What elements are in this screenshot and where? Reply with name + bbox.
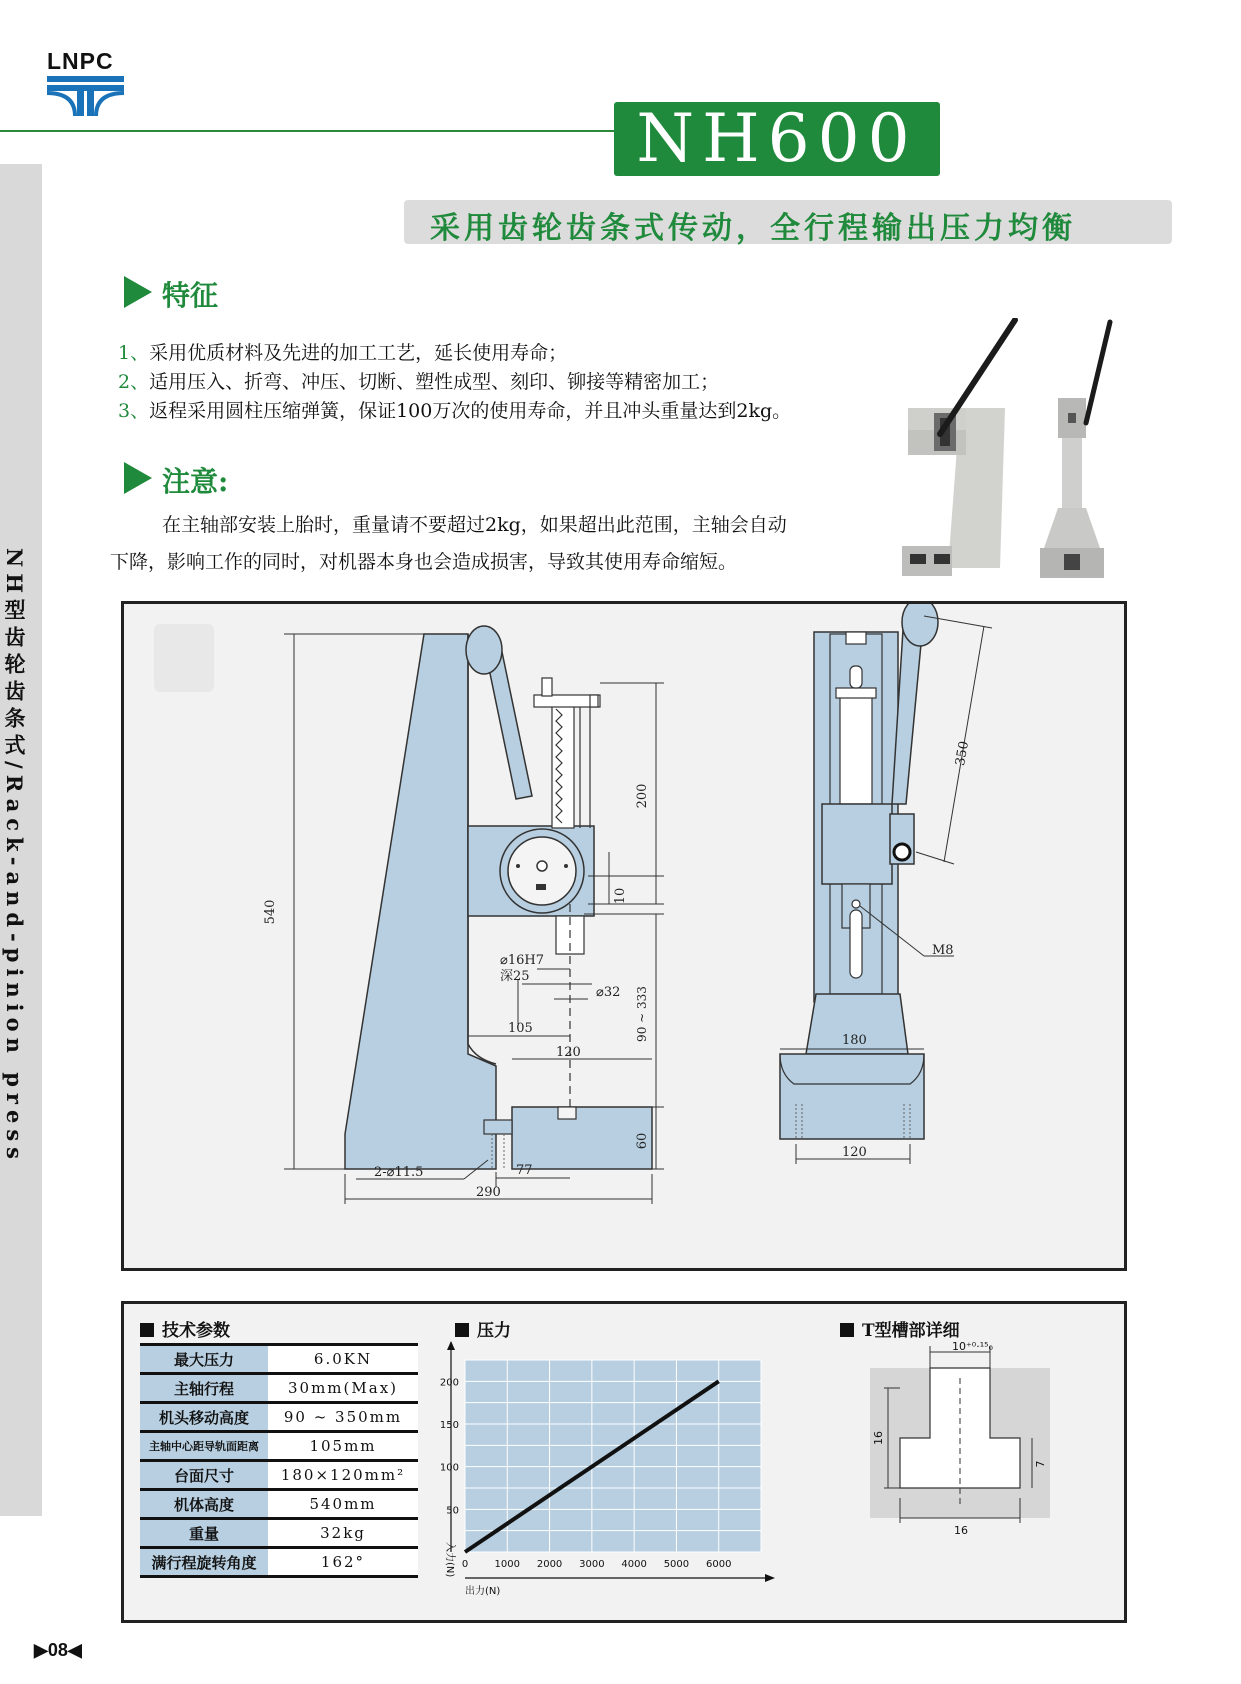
product-photo-front <box>1040 318 1140 584</box>
spec-table <box>140 1346 418 1578</box>
dim-77: 77 <box>516 1163 533 1178</box>
spec-key: 机头移动高度 <box>140 1403 268 1432</box>
spec-row <box>140 1548 418 1577</box>
dim-350: 350 <box>953 739 973 767</box>
features-arrow-icon <box>124 276 152 308</box>
dim-bore: ⌀16H7 <box>500 953 544 968</box>
spec-key: 机体高度 <box>140 1490 268 1519</box>
spec-key: 主轴中心距导轨面距离 <box>140 1432 268 1461</box>
dim-m8: M8 <box>932 943 954 958</box>
spec-row <box>140 1519 418 1548</box>
feature-item-3: 3、返程采用圆柱压缩弹簧，保证100万次的使用寿命，并且冲头重量达到2kg。 <box>118 400 792 422</box>
spec-key: 满行程旋转角度 <box>140 1548 268 1577</box>
x-tick-label: 5000 <box>663 1559 690 1570</box>
dim-120: 120 <box>556 1045 581 1060</box>
subtitle: 采用齿轮齿条式传动，全行程输出压力均衡 <box>430 211 1076 246</box>
spec-row <box>140 1490 418 1519</box>
dim-range: 90 ~ 333 <box>635 986 649 1042</box>
spec-row <box>140 1432 418 1461</box>
x-axis-arrow <box>765 1574 775 1582</box>
spec-value: 30mm(Max) <box>268 1374 418 1403</box>
spec-row <box>140 1346 418 1374</box>
spec-key: 主轴行程 <box>140 1374 268 1403</box>
spec-value: 162° <box>268 1548 418 1577</box>
spec-key: 最大压力 <box>140 1346 268 1374</box>
dim-holes: 2-⌀11.5 <box>374 1165 424 1180</box>
dim-10: 10 <box>613 887 628 905</box>
spec-value: 90 ~ 350mm <box>268 1403 418 1432</box>
dim-540: 540 <box>263 899 278 925</box>
spec-heading: 技术参数 <box>140 1316 230 1341</box>
force-chart <box>440 1340 820 1600</box>
dim-290: 290 <box>476 1185 501 1200</box>
notice-title: 注意: <box>162 465 229 498</box>
square-bullet-icon <box>840 1323 854 1337</box>
logo-mark-icon <box>47 76 124 116</box>
tslot-top-width: 10⁺⁰·¹⁵₀ <box>952 1340 993 1353</box>
spec-value: 180×120mm² <box>268 1461 418 1490</box>
side-tab-label: NH型齿轮齿条式/Rack-and-pinion press <box>2 548 27 1165</box>
notice-line-2: 下降，影响工作的同时，对机器本身也会造成损害，导致其使用寿命缩短。 <box>110 551 738 573</box>
y-tick-label: 150 <box>440 1420 459 1431</box>
header-rule <box>0 130 640 132</box>
y-tick-label: 200 <box>440 1377 459 1389</box>
spec-key: 重量 <box>140 1519 268 1548</box>
dim-120-front: 120 <box>842 1145 867 1160</box>
spec-row <box>140 1403 418 1432</box>
spec-row <box>140 1374 418 1403</box>
feature-item-2: 2、适用压入、折弯、冲压、切断、塑性成型、刻印、铆接等精密加工； <box>118 371 720 393</box>
chart-heading: 压力 <box>455 1316 511 1341</box>
square-bullet-icon <box>455 1323 469 1337</box>
dim-60: 60 <box>635 1132 650 1150</box>
dim-105: 105 <box>508 1021 533 1036</box>
dim-180: 180 <box>842 1033 867 1048</box>
tslot-height-16: 16 <box>872 1431 885 1445</box>
spec-value: 6.0KN <box>268 1346 418 1374</box>
spec-value: 32kg <box>268 1519 418 1548</box>
tslot-width-16: 16 <box>954 1524 968 1537</box>
y-axis-arrow <box>447 1341 455 1350</box>
features-title: 特征 <box>162 279 219 312</box>
y-tick-label: 50 <box>446 1505 459 1517</box>
y-axis-label: 入力(N) <box>444 1542 455 1578</box>
spec-key: 台面尺寸 <box>140 1461 268 1490</box>
feature-item-1: 1、采用优质材料及先进的加工工艺，延长使用寿命； <box>118 342 568 364</box>
dim-200: 200 <box>635 783 650 809</box>
x-tick-label: 1000 <box>494 1559 521 1570</box>
square-bullet-icon <box>140 1323 154 1337</box>
x-tick-label: 6000 <box>705 1559 732 1570</box>
spec-value: 105mm <box>268 1432 418 1461</box>
spec-value: 540mm <box>268 1490 418 1519</box>
tslot-heading: T型槽部详细 <box>840 1316 960 1341</box>
logo-text: LNPC <box>47 48 114 74</box>
page-number: ▶08◀ <box>34 1640 82 1660</box>
tslot-height-7: 7 <box>1034 1460 1047 1468</box>
tslot-drawing <box>860 1338 1060 1548</box>
x-axis-label: 出力(N) <box>465 1586 501 1597</box>
dim-depth: 深25 <box>500 969 530 984</box>
y-tick-label: 100 <box>440 1462 459 1474</box>
x-tick-label: 3000 <box>579 1559 605 1570</box>
notice-arrow-icon <box>124 462 152 494</box>
x-tick-label: 0 <box>461 1559 469 1570</box>
dim-32: ⌀32 <box>596 985 621 1000</box>
x-tick-label: 4000 <box>621 1559 647 1570</box>
notice-line-1: 在主轴部安装上胎时，重量请不要超过2kg，如果超出此范围，主轴会自动 <box>162 514 787 536</box>
product-photo-side <box>900 318 1030 580</box>
x-tick-label: 2000 <box>536 1559 563 1570</box>
spec-row <box>140 1461 418 1490</box>
technical-drawing <box>124 604 1124 1268</box>
model-title: NH600 <box>614 102 940 176</box>
